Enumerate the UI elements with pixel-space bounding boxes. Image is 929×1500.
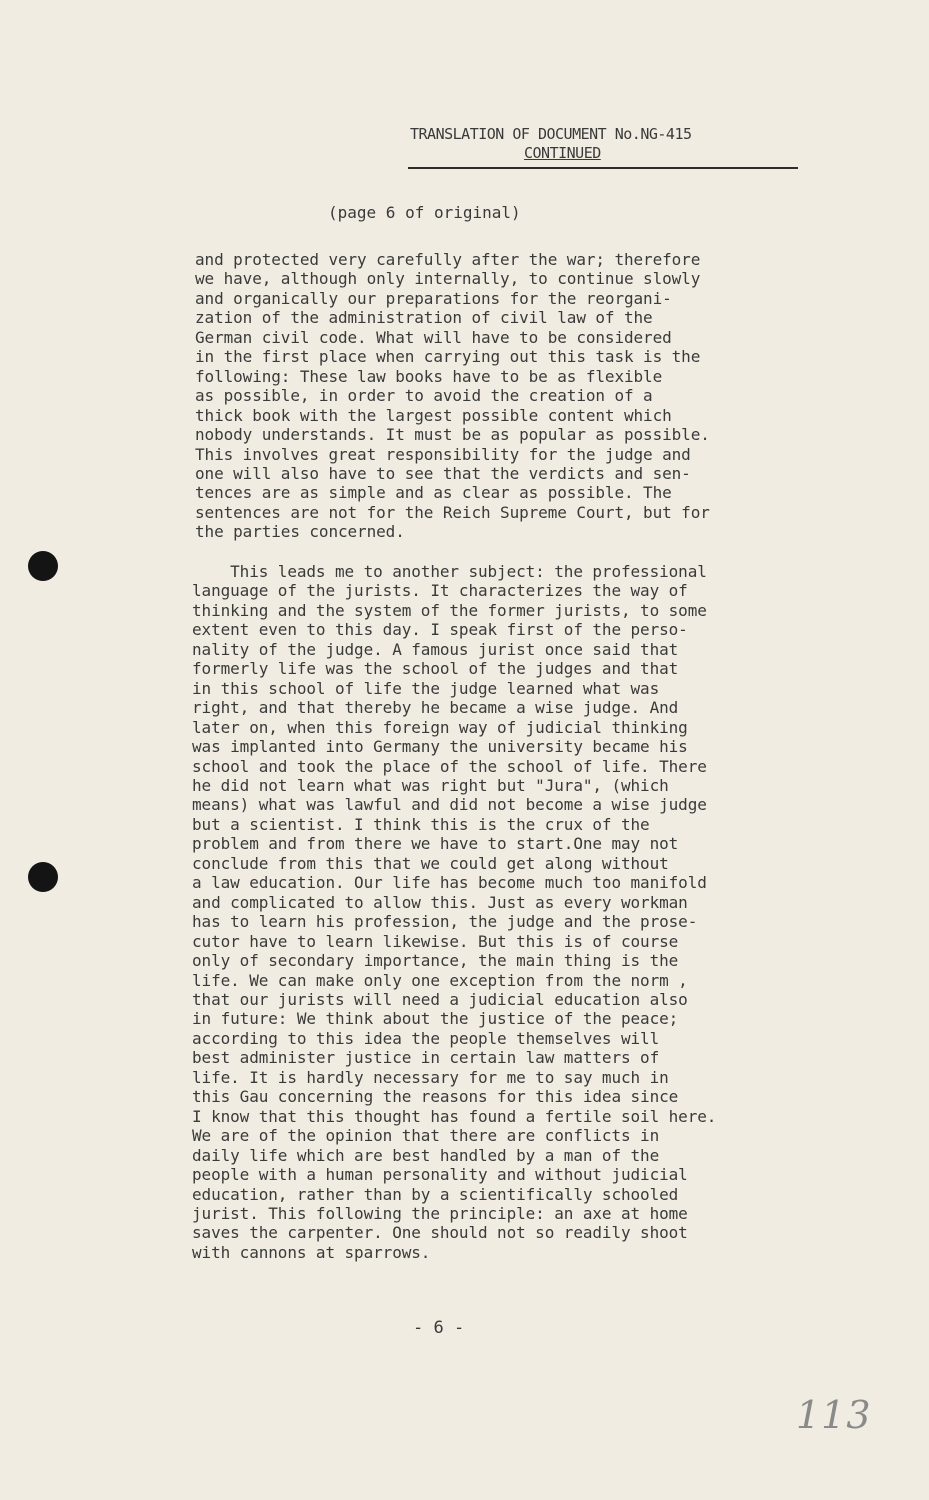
header-title: TRANSLATION OF DOCUMENT No.NG-415	[410, 125, 692, 143]
text-line: I know that this thought has found a fertile soil here.	[192, 1106, 717, 1126]
text-line: This leads me to another subject: the professional	[192, 562, 707, 581]
text-line: conclude from this that we could get along without	[192, 853, 669, 873]
text-line: right, and that thereby he became a wise judge. And	[192, 698, 679, 718]
punch-hole-bottom	[28, 862, 58, 892]
text-line: life. We can make only one exception from the norm ,	[192, 970, 688, 990]
text-line: zation of the administration of civil law of the	[195, 308, 653, 328]
text-line: and complicated to allow this. Just as every workman	[192, 892, 688, 912]
page-reference: (page 6 of original)	[328, 203, 521, 222]
text-line: education, rather than by a scientifically schooled	[192, 1184, 679, 1204]
handwritten-number: 113	[796, 1393, 872, 1437]
text-line: This involves great responsibility for the judge and	[195, 444, 691, 464]
document-header	[408, 125, 798, 169]
text-line: only of secondary importance, the main thing is the	[192, 951, 679, 971]
punch-hole-top	[28, 551, 58, 581]
text-line: extent even to this day. I speak first of the perso-	[192, 620, 688, 640]
text-line: means) what was lawful and did not become a wise judge	[192, 795, 707, 815]
text-line: according to this idea the people themselves will	[192, 1028, 660, 1048]
text-line: German civil code. What will have to be considered	[195, 327, 672, 347]
text-line: as possible, in order to avoid the creation of a	[195, 386, 653, 406]
text-line: nobody understands. It must be as popular as possible.	[195, 425, 710, 445]
text-line: that our jurists will need a judicial education also	[192, 989, 688, 1009]
text-line: thinking and the system of the former jurists, to some	[192, 600, 707, 620]
text-line: we have, although only internally, to continue slowly	[195, 269, 701, 289]
text-line: sentences are not for the Reich Supreme Court, but for	[195, 502, 710, 522]
paragraph-1	[195, 250, 855, 542]
text-line: but a scientist. I think this is the crux of the	[192, 814, 650, 834]
text-line: thick book with the largest possible content which	[195, 405, 672, 425]
text-line: school and took the place of the school of life. There	[192, 756, 707, 776]
page-number: - 6 -	[413, 1318, 465, 1338]
text-line: people with a human personality and without judicial	[192, 1165, 688, 1185]
paragraph-2	[192, 562, 852, 1262]
text-line: daily life which are best handled by a man of the	[192, 1145, 660, 1165]
text-line: cutor have to learn likewise. But this is of course	[192, 931, 679, 951]
text-line: We are of the opinion that there are conflicts in	[192, 1126, 660, 1146]
text-line: later on, when this foreign way of judicial thinking	[192, 717, 688, 737]
text-line: life. It is hardly necessary for me to say much in	[192, 1067, 669, 1087]
header-continued: CONTINUED	[524, 144, 601, 162]
text-line: and organically our preparations for the reorgani-	[195, 288, 672, 308]
text-line: tences are as simple and as clear as possible. The	[195, 483, 672, 503]
text-line: has to learn his profession, the judge and the prose-	[192, 912, 698, 932]
text-line: in future: We think about the justice of the peace;	[192, 1009, 679, 1029]
text-line: in the first place when carrying out this task is the	[195, 347, 701, 367]
text-line: and protected very carefully after the war; therefore	[195, 250, 701, 269]
text-line: this Gau concerning the reasons for this idea since	[192, 1087, 679, 1107]
text-line: was implanted into Germany the university became his	[192, 737, 688, 757]
text-line: nality of the judge. A famous jurist once said that	[192, 639, 679, 659]
text-line: a law education. Our life has become much too manifold	[192, 873, 707, 893]
text-line: with cannons at sparrows.	[192, 1242, 431, 1262]
text-line: in this school of life the judge learned what was	[192, 678, 660, 698]
text-line: the parties concerned.	[195, 522, 405, 542]
text-line: best administer justice in certain law matters of	[192, 1048, 660, 1068]
text-line: he did not learn what was right but "Jura", (which	[192, 775, 669, 795]
text-line: formerly life was the school of the judges and that	[192, 659, 679, 679]
text-line: saves the carpenter. One should not so readily shoot	[192, 1223, 688, 1243]
text-line: following: These law books have to be as flexible	[195, 366, 663, 386]
text-line: one will also have to see that the verdicts and sen-	[195, 463, 691, 483]
text-line: jurist. This following the principle: an axe at home	[192, 1203, 688, 1223]
text-line: language of the jurists. It characterizes the way of	[192, 581, 688, 601]
text-line: problem and from there we have to start.One may not	[192, 834, 679, 854]
